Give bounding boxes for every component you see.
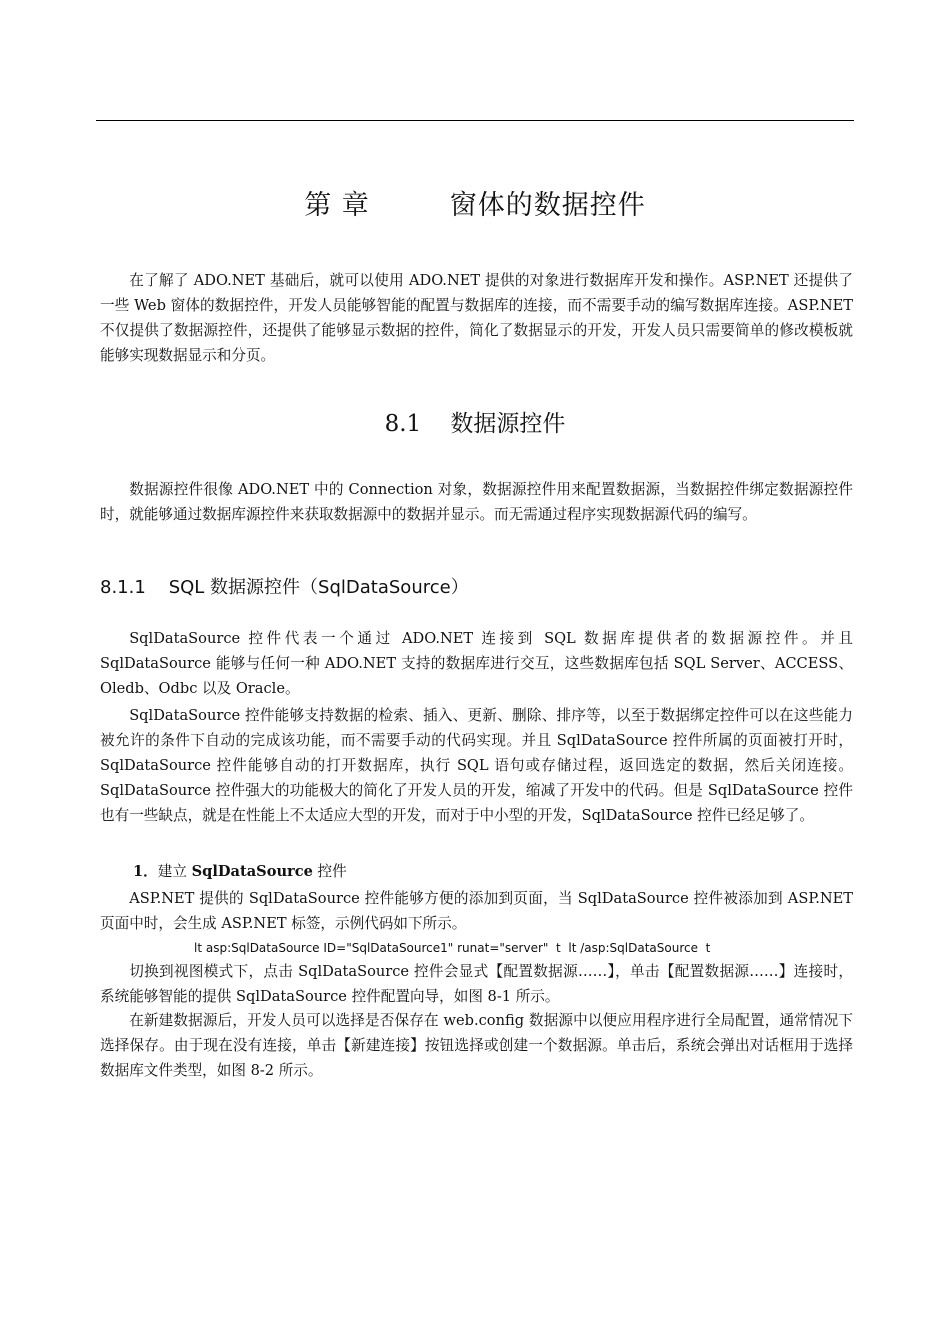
code-sample: lt asp:SqlDataSource ID="SqlDataSource1" runat="server" t lt /asp:SqlDataSource t (194, 941, 711, 955)
step-bold: SqlDataSource (191, 863, 313, 880)
chapter-title (96, 183, 854, 222)
step-heading (133, 860, 347, 881)
subsection-heading (100, 573, 469, 599)
tail-paragraph: 切换到视图模式下，点击 SqlDataSource 控件会显式【配置数据源……】，单击【配置数据源……】连接时，系统能够智能的提供 SqlDataSource 控件配置向导，如图 8-1 所示。 (100, 963, 853, 1005)
step-pre: 建立 (157, 863, 192, 880)
section-heading (96, 405, 854, 438)
header-rule (96, 120, 854, 121)
chapter-prefix: 第 章 (304, 190, 370, 221)
step-post: 控件 (312, 863, 347, 880)
section-intro-paragraph: 数据源控件很像 ADO.NET 中的 Connection 对象，数据源控件用来配置数据源，当数据控件绑定数据源控件时，就能够通过数据库源控件来获取数据源中的数据并显示。而无需通过程序实现数据源代码的编写。 (100, 481, 853, 523)
section-number: 8.1 (384, 411, 422, 437)
intro-paragraph: 在了解了 ADO.NET 基础后，就可以使用 ADO.NET 提供的对象进行数据库开发和操作。ASP.NET 还提供了一些 Web 窗体的数据控件，开发人员能够智能的配置与数据库的连接，而不需要手动的编写数据库连接。ASP.NET 不仅提供了数据源控件，还提供了能够显示数据的控件，简化了数据显示的开发，开发人员只需要简单的修改模板就能够实现数据显示和分页。 (100, 272, 853, 364)
subsection-title: SQL 数据源控件（SqlDataSource） (168, 577, 469, 598)
subsection-number: 8.1.1 (100, 577, 146, 598)
step-number: 1． (133, 863, 158, 880)
section-title: 数据源控件 (450, 411, 566, 437)
body-paragraph: SqlDataSource 控件能够支持数据的检索、插入、更新、删除、排序等，以至于数据绑定控件可以在这些能力被允许的条件下自动的完成该功能，而不需要手动的代码实现。并且 SqlDataSource 控件所属的页面被打开时，SqlDataSource 控件能够自动的打开数据库，执行 SQL 语句或存储过程，返回选定的数据，然后关闭连接。SqlDataSource 控件强大的功能极大的简化了开发人员的开发，缩减了开发中的代码。但是 SqlDataSource 控件也有一些缺点，就是在性能上不太适应大型的开发，而对于中小型的开发，SqlDataSource 控件已经足够了。 (100, 707, 853, 824)
step-paragraph: ASP.NET 提供的 SqlDataSource 控件能够方便的添加到页面，当 SqlDataSource 控件被添加到 ASP.NET 页面中时，会生成 ASP.NET 标签，示例代码如下所示。 (100, 890, 853, 932)
chapter-name: 窗体的数据控件 (449, 190, 646, 221)
tail-paragraph: 在新建数据源后，开发人员可以选择是否保存在 web.config 数据源中以便应用程序进行全局配置，通常情况下选择保存。由于现在没有连接，单击【新建连接】按钮选择或创建一个数据源。单击后，系统会弹出对话框用于选择数据库文件类型，如图 8-2 所示。 (100, 1012, 853, 1079)
body-paragraph: SqlDataSource 控件代表一个通过 ADO.NET 连接到 SQL 数据库提供者的数据源控件。并且 SqlDataSource 能够与任何一种 ADO.NET 支持的数据库进行交互，这些数据库包括 SQL Server、ACCESS、Oledb、Odbc 以及 Oracle。 (100, 630, 853, 697)
